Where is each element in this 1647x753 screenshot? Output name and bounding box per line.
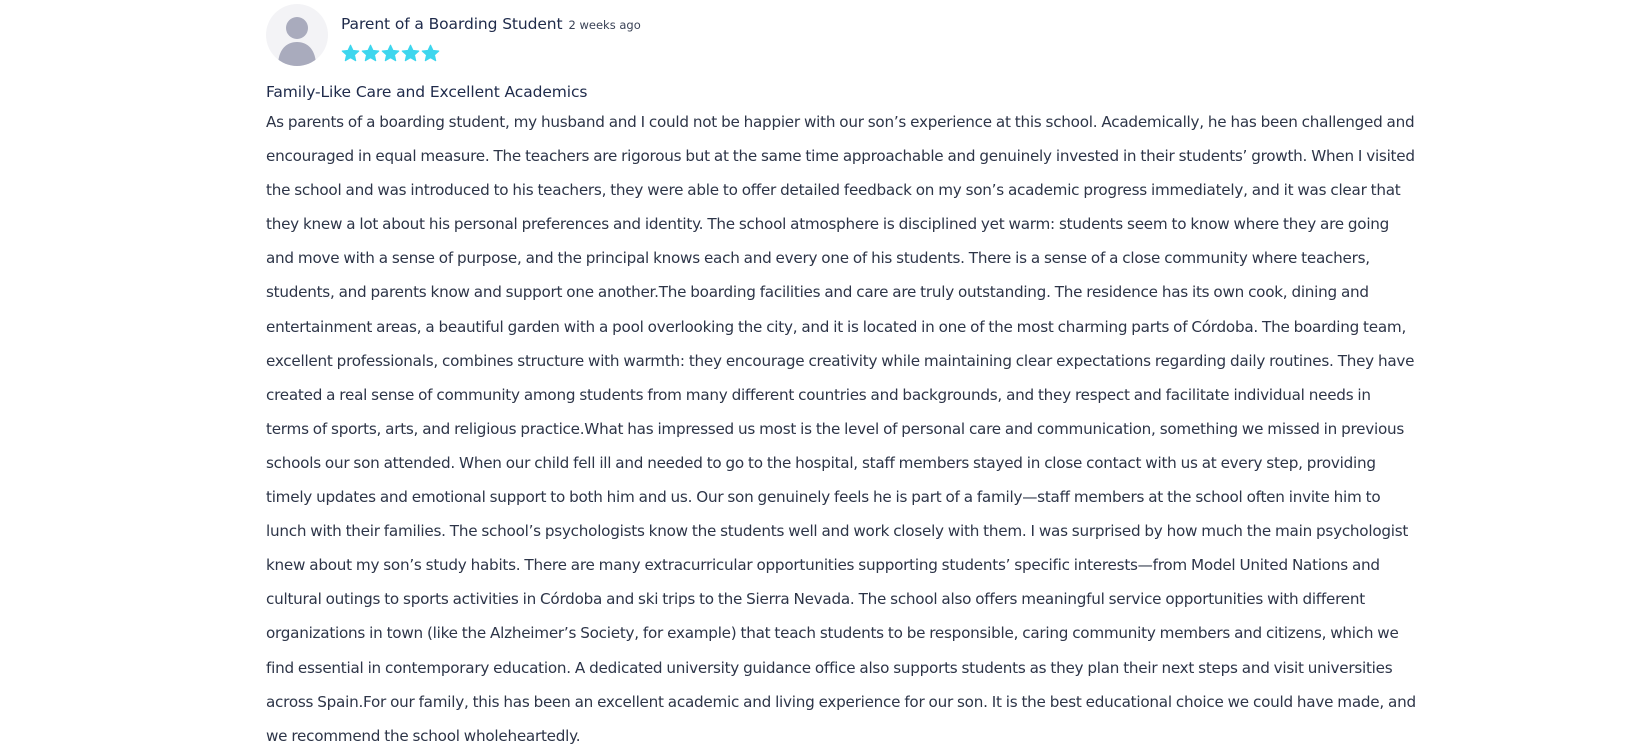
review-body: As parents of a boarding student, my husband and I could not be happier with our son’s experience at this school. Academically, he has been challenged and encouraged in equal measure. The teachers are rigorous but at the same time approachable and genuinely invested in their students’ growth. When I visited the school and was introduced to his teachers, they were able to offer detailed feedback on my son’s academic progress immediately, and it was clear that they knew a lot about his personal preferences and identity. The school atmosphere is disciplined yet warm: students seem to know where they are going and move with a sense of purpose, and the principal knows each and every one of his students. There is a sense of a close community where teachers, students, and parents know and support one another.The boarding facilities and care are truly outstanding. The residence has its own cook, dining and entertainment areas, a beautiful garden with a pool overlooking the city, and it is located in one of the most charming parts of Córdoba. The boarding team, excellent professionals, combines structure with warmth: they encourage creativity while maintaining clear expectations regarding daily routines. They have created a real sense of community among students from many different countries and backgrounds, and they respect and facilitate individual needs in terms of sports, arts, and religious practice.What has impressed us most is the level of personal care and communication, something we missed in previous schools our son attended. When our child fell ill and needed to go to the hospital, staff members stayed in close contact with us at every step, providing timely updates and emotional support to both him and us. Our son genuinely feels he is part of a family—staff members at the school often invite him to lunch with their families. The school’s psychologists know the students well and work closely with them. I was surprised by how much the main psychologist knew about my son’s study habits. There are many extracurricular opportunities supporting students’ specific interests—from Model United Nations and cultural outings to sports activities in Córdoba and ski trips to the Sierra Nevada. The school also offers meaningful service opportunities with different organizations in town (like the Alzheimer’s Society, for example) that teach students to be responsible, caring community members and citizens, which we find essential in contemporary education. A dedicated university guidance office also supports students as they plan their next steps and visit universities across Spain.For our family, this has been an excellent academic and living experience for our son. It is the best educational choice we could have made, and we recommend the school wholeheartedly.: [266, 113, 1416, 745]
star-icon: [381, 44, 400, 63]
star-icon: [361, 44, 380, 63]
review-header: [266, 4, 1416, 68]
review-time: 2 weeks ago: [568, 18, 641, 32]
avatar: [266, 4, 328, 66]
star-icon: [341, 44, 360, 63]
star-icon: [401, 44, 420, 63]
review-title: Family-Like Care and Excellent Academics: [266, 83, 588, 101]
review-card: [266, 4, 1416, 753]
star-rating: [341, 44, 641, 63]
reviewer-name: Parent of a Boarding Student: [341, 15, 563, 33]
review-meta: [341, 4, 641, 63]
user-silhouette-icon: [266, 4, 328, 66]
name-line: [341, 15, 641, 33]
star-icon: [421, 44, 440, 63]
